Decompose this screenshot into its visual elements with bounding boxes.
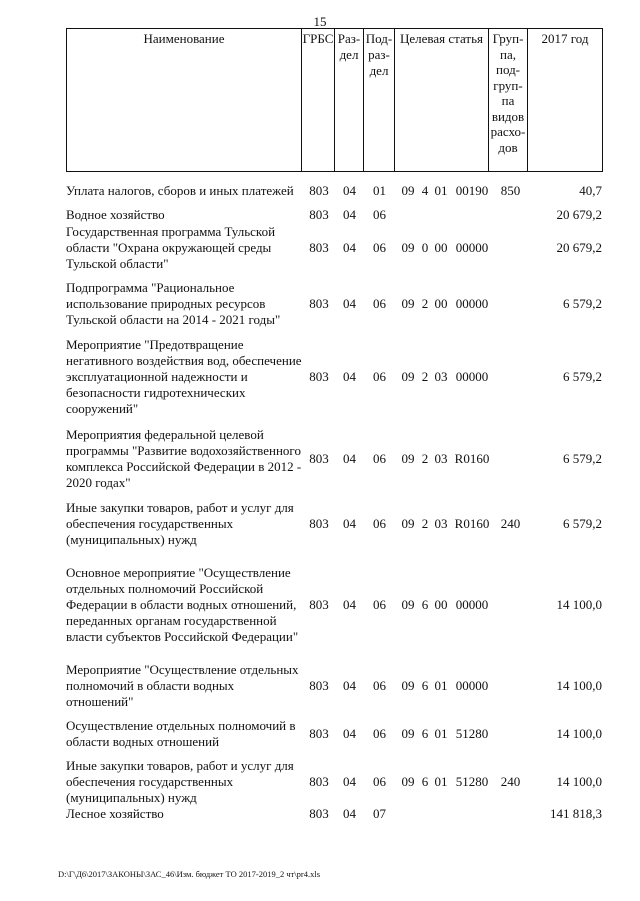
cell-sum: 14 100,0 bbox=[556, 774, 602, 789]
cell-program: 09 bbox=[401, 183, 415, 198]
row-name: Основное мероприятие "Осуществление отдельных полномочий Российской Федерации в области водных отношений, переданных органам государственной власти субъектов Российской Федерации" bbox=[66, 565, 299, 644]
cell-expense-type: 850 bbox=[500, 183, 521, 198]
cell-direction: R0160 bbox=[454, 516, 490, 531]
cell-expense-type: 240 bbox=[500, 516, 521, 531]
cell-podrazdel: 06 bbox=[373, 207, 386, 222]
cell-main-event: 03 bbox=[434, 451, 448, 466]
cell-podrazdel: 06 bbox=[373, 774, 386, 789]
row-name: Водное хозяйство bbox=[66, 207, 165, 222]
header-podrazdel-line: дел bbox=[369, 63, 389, 78]
cell-subprogram: 2 bbox=[421, 516, 429, 531]
cell-program: 09 bbox=[401, 369, 415, 384]
cell-razdel: 04 bbox=[343, 516, 356, 531]
cell-direction: 00000 bbox=[455, 369, 489, 384]
header-razdel-line: дел bbox=[339, 47, 359, 62]
cell-sum: 6 579,2 bbox=[563, 516, 602, 531]
cell-main-event: 03 bbox=[434, 369, 448, 384]
cell-sum: 6 579,2 bbox=[563, 451, 602, 466]
header-vid-line: дов bbox=[498, 139, 518, 155]
row-name: Государственная программа Тульской области "Охрана окружающей среды Тульской области" bbox=[66, 224, 276, 271]
cell-sum: 14 100,0 bbox=[556, 597, 602, 612]
header-vid-line: видов bbox=[491, 108, 525, 124]
cell-grbs: 803 bbox=[309, 240, 329, 255]
header-razdel-cell bbox=[335, 28, 364, 172]
header-podrazdel-line: Под- bbox=[365, 31, 393, 46]
cell-main-event: 03 bbox=[434, 516, 448, 531]
cell-sum: 141 818,3 bbox=[550, 806, 602, 821]
cell-subprogram: 6 bbox=[421, 597, 429, 612]
header-name-cell bbox=[66, 28, 302, 172]
header-vid-line: па, bbox=[500, 46, 516, 62]
cell-subprogram: 2 bbox=[421, 369, 429, 384]
header-year-cell bbox=[528, 28, 603, 172]
cell-grbs: 803 bbox=[309, 806, 329, 821]
cell-main-event: 01 bbox=[434, 774, 448, 789]
cell-podrazdel: 06 bbox=[373, 516, 386, 531]
cell-grbs: 803 bbox=[309, 678, 329, 693]
cell-direction: 00000 bbox=[455, 240, 489, 255]
cell-program: 09 bbox=[401, 726, 415, 741]
header-grbs: ГРБС bbox=[302, 31, 334, 46]
cell-razdel: 04 bbox=[343, 207, 356, 222]
footer-file-path: D:\Г\Д6\2017\ЗАКОНЫ\ЗАС_46\Изм. бюджет ТО 2017-2019_2 чт\pr4.xls bbox=[58, 869, 321, 879]
header-grbs-cell bbox=[302, 28, 335, 172]
cell-grbs: 803 bbox=[309, 183, 329, 198]
cell-subprogram: 0 bbox=[421, 240, 429, 255]
cell-podrazdel: 06 bbox=[373, 726, 386, 741]
cell-razdel: 04 bbox=[343, 240, 356, 255]
cell-main-event: 01 bbox=[434, 726, 448, 741]
cell-podrazdel: 06 bbox=[373, 678, 386, 693]
cell-main-event: 01 bbox=[434, 183, 448, 198]
cell-razdel: 04 bbox=[343, 296, 356, 311]
cell-razdel: 04 bbox=[343, 678, 356, 693]
cell-program: 09 bbox=[401, 774, 415, 789]
cell-direction: R0160 bbox=[454, 451, 490, 466]
cell-grbs: 803 bbox=[309, 774, 329, 789]
header-vid-line: па bbox=[501, 93, 515, 108]
row-name: Мероприятие "Осуществление отдельных полномочий в области водных отношений" bbox=[66, 662, 299, 709]
cell-subprogram: 2 bbox=[421, 451, 429, 466]
cell-main-event: 00 bbox=[434, 597, 448, 612]
header-target: Целевая статья bbox=[399, 31, 483, 46]
cell-sum: 14 100,0 bbox=[556, 726, 602, 741]
cell-razdel: 04 bbox=[343, 597, 356, 612]
cell-sum: 20 679,2 bbox=[556, 240, 602, 255]
row-name: Мероприятия федеральной целевой программы "Развитие водохозяйственного комплекса Российской Федерации в 2012 - 2020 годах" bbox=[66, 427, 302, 490]
cell-grbs: 803 bbox=[309, 369, 329, 384]
cell-razdel: 04 bbox=[343, 806, 356, 821]
cell-sum: 20 679,2 bbox=[556, 207, 602, 222]
row-name: Подпрограмма "Рациональное использование природных ресурсов Тульской области на 2014 - 2021 годы" bbox=[66, 280, 281, 327]
cell-razdel: 04 bbox=[343, 183, 356, 198]
cell-program: 09 bbox=[401, 296, 415, 311]
cell-direction: 00000 bbox=[455, 597, 489, 612]
cell-main-event: 00 bbox=[434, 296, 448, 311]
header-vid-line: груп- bbox=[493, 77, 523, 93]
cell-podrazdel: 06 bbox=[373, 240, 386, 255]
header-vid-cell bbox=[489, 28, 528, 172]
header-target-cell bbox=[395, 28, 489, 172]
header-podrazdel-line: раз- bbox=[368, 47, 390, 62]
row-name: Лесное хозяйство bbox=[66, 806, 164, 821]
cell-direction: 00190 bbox=[455, 183, 489, 198]
cell-sum: 6 579,2 bbox=[563, 296, 602, 311]
cell-subprogram: 6 bbox=[421, 726, 429, 741]
cell-podrazdel: 06 bbox=[373, 296, 386, 311]
header-vid-line: под- bbox=[495, 62, 521, 77]
header-razdel-line: Раз- bbox=[337, 31, 361, 46]
cell-direction: 00000 bbox=[455, 296, 489, 311]
cell-razdel: 04 bbox=[343, 369, 356, 384]
cell-grbs: 803 bbox=[309, 296, 329, 311]
cell-grbs: 803 bbox=[309, 597, 329, 612]
cell-subprogram: 6 bbox=[421, 774, 429, 789]
cell-podrazdel: 06 bbox=[373, 369, 386, 384]
header-vid-line: Груп- bbox=[492, 31, 524, 46]
row-name: Мероприятие "Предотвращение негативного воздействия вод, обеспечение эксплуатационной надежности и безопасности гидротехнических сооружений" bbox=[66, 337, 302, 416]
header-year: 2017 год bbox=[541, 31, 589, 46]
header-name: Наименование bbox=[143, 31, 225, 46]
cell-direction: 00000 bbox=[455, 678, 489, 693]
cell-podrazdel: 07 bbox=[373, 806, 386, 821]
cell-expense-type: 240 bbox=[500, 774, 521, 789]
cell-grbs: 803 bbox=[309, 726, 329, 741]
cell-program: 09 bbox=[401, 451, 415, 466]
cell-sum: 14 100,0 bbox=[556, 678, 602, 693]
header-podrazdel-cell bbox=[364, 28, 395, 172]
cell-sum: 40,7 bbox=[579, 183, 602, 198]
cell-razdel: 04 bbox=[343, 774, 356, 789]
cell-grbs: 803 bbox=[309, 451, 329, 466]
cell-podrazdel: 06 bbox=[373, 451, 386, 466]
cell-program: 09 bbox=[401, 516, 415, 531]
header-vid-line: расхо- bbox=[490, 124, 526, 139]
page-number: 15 bbox=[313, 14, 327, 29]
cell-subprogram: 6 bbox=[421, 678, 429, 693]
row-name: Иные закупки товаров, работ и услуг для обеспечения государственных (муниципальных) нужд bbox=[66, 758, 294, 805]
cell-program: 09 bbox=[401, 597, 415, 612]
cell-grbs: 803 bbox=[309, 207, 329, 222]
cell-subprogram: 4 bbox=[421, 183, 429, 198]
cell-direction: 51280 bbox=[455, 774, 489, 789]
cell-podrazdel: 01 bbox=[373, 183, 386, 198]
row-name: Уплата налогов, сборов и иных платежей bbox=[66, 183, 294, 198]
row-name: Иные закупки товаров, работ и услуг для обеспечения государственных (муниципальных) нужд bbox=[66, 500, 294, 547]
cell-razdel: 04 bbox=[343, 451, 356, 466]
cell-razdel: 04 bbox=[343, 726, 356, 741]
cell-main-event: 01 bbox=[434, 678, 448, 693]
cell-main-event: 00 bbox=[434, 240, 448, 255]
cell-sum: 6 579,2 bbox=[563, 369, 602, 384]
row-name: Осуществление отдельных полномочий в области водных отношений bbox=[66, 718, 296, 749]
cell-program: 09 bbox=[401, 240, 415, 255]
cell-subprogram: 2 bbox=[421, 296, 429, 311]
cell-podrazdel: 06 bbox=[373, 597, 386, 612]
cell-program: 09 bbox=[401, 678, 415, 693]
cell-grbs: 803 bbox=[309, 516, 329, 531]
cell-direction: 51280 bbox=[455, 726, 489, 741]
